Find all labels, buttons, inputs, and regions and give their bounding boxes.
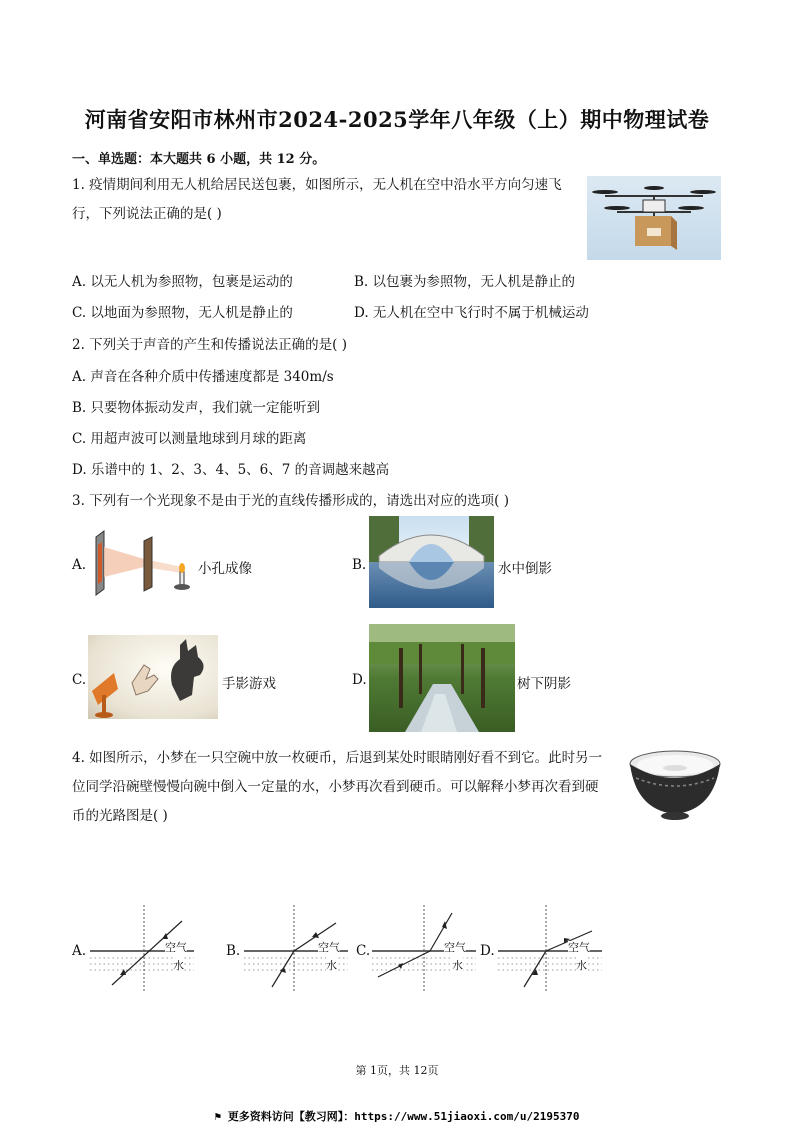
- q1-option-d: D. 无人机在空中飞行时不属于机械运动: [354, 305, 589, 321]
- q3-option-b-letter: B.: [352, 557, 367, 573]
- promo-text: 更多资料访问【教习网】：https://www.51jiaoxi.com/u/2195370: [227, 1110, 580, 1123]
- q4-d-water-label: 水: [576, 959, 587, 972]
- hand-shadow-photo: [88, 635, 218, 719]
- bridge-reflection-photo: [369, 516, 494, 608]
- q4-option-d-letter: D.: [480, 943, 495, 959]
- question-4-line-1: 4. 如图所示，小梦在一只空碗中放一枚硬币，后退到某处时眼睛刚好看不到它。此时另一: [72, 750, 603, 766]
- question-2-stem: 2. 下列关于声音的产生和传播说法正确的是( ): [72, 337, 347, 353]
- q3-option-c-caption: 手影游戏: [222, 676, 276, 692]
- q2-option-b: B. 只要物体振动发声，我们就一定能听到: [72, 400, 321, 416]
- bowl-photo: [628, 748, 722, 822]
- q3-option-c-letter: C.: [72, 672, 87, 688]
- q2-option-c: C. 用超声波可以测量地球到月球的距离: [72, 431, 307, 447]
- q2-option-d: D. 乐谱中的 1、2、3、4、5、6、7 的音调越来越高: [72, 462, 390, 478]
- q3-option-d-letter: D.: [352, 672, 367, 688]
- light-path-diagram-d: [498, 905, 608, 991]
- q1-option-b: B. 以包裹为参照物，无人机是静止的: [354, 274, 576, 290]
- drone-with-package-photo: [587, 176, 721, 260]
- flag-icon: ⚑: [214, 1110, 228, 1123]
- q4-c-water-label: 水: [452, 959, 463, 972]
- question-4-line-3: 币的光路图是( ): [72, 808, 168, 824]
- q4-b-water-label: 水: [326, 959, 337, 972]
- q3-option-a-caption: 小孔成像: [198, 561, 252, 577]
- q3-option-b-caption: 水中倒影: [498, 561, 552, 577]
- section-heading: 一、单选题：本大题共 6 小题，共 12 分。: [72, 152, 326, 167]
- q4-option-c-letter: C.: [356, 943, 371, 959]
- question-4-line-2: 位同学沿碗壁慢慢向碗中倒入一定量的水，小梦再次看到硬币。可以解释小梦再次看到硬: [72, 779, 599, 795]
- pinhole-camera-diagram: [88, 527, 196, 597]
- question-3-stem: 3. 下列有一个光现象不是由于光的直线传播形成的，请选出对应的选项( ): [72, 493, 509, 509]
- page-number: 第 1页，共 12页: [355, 1064, 439, 1077]
- question-1-line-1: 1. 疫情期间利用无人机给居民送包裹，如图所示，无人机在空中沿水平方向匀速飞: [72, 177, 562, 193]
- promo-link[interactable]: [0, 1108, 794, 1124]
- q3-option-d-caption: 树下阴影: [517, 676, 571, 692]
- q2-option-a: A. 声音在各种介质中传播速度都是 340m/s: [72, 369, 334, 385]
- q4-option-b-letter: B.: [226, 943, 241, 959]
- q3-option-a-letter: A.: [72, 557, 87, 573]
- q4-a-air-label: 空气: [165, 941, 187, 954]
- q4-d-air-label: 空气: [568, 941, 590, 954]
- q4-option-a-letter: A.: [72, 943, 87, 959]
- q4-a-water-label: 水: [173, 959, 184, 972]
- q4-b-air-label: 空气: [318, 941, 340, 954]
- question-1-line-2: 行，下列说法正确的是( ): [72, 206, 222, 222]
- page-title: 河南省安阳市林州市2024-2025学年八年级（上）期中物理试卷: [84, 107, 710, 132]
- q1-option-a: A. 以无人机为参照物，包裹是运动的: [72, 274, 293, 290]
- q4-c-air-label: 空气: [444, 941, 466, 954]
- q1-option-c: C. 以地面为参照物，无人机是静止的: [72, 305, 293, 321]
- tree-shadow-photo: [369, 624, 515, 732]
